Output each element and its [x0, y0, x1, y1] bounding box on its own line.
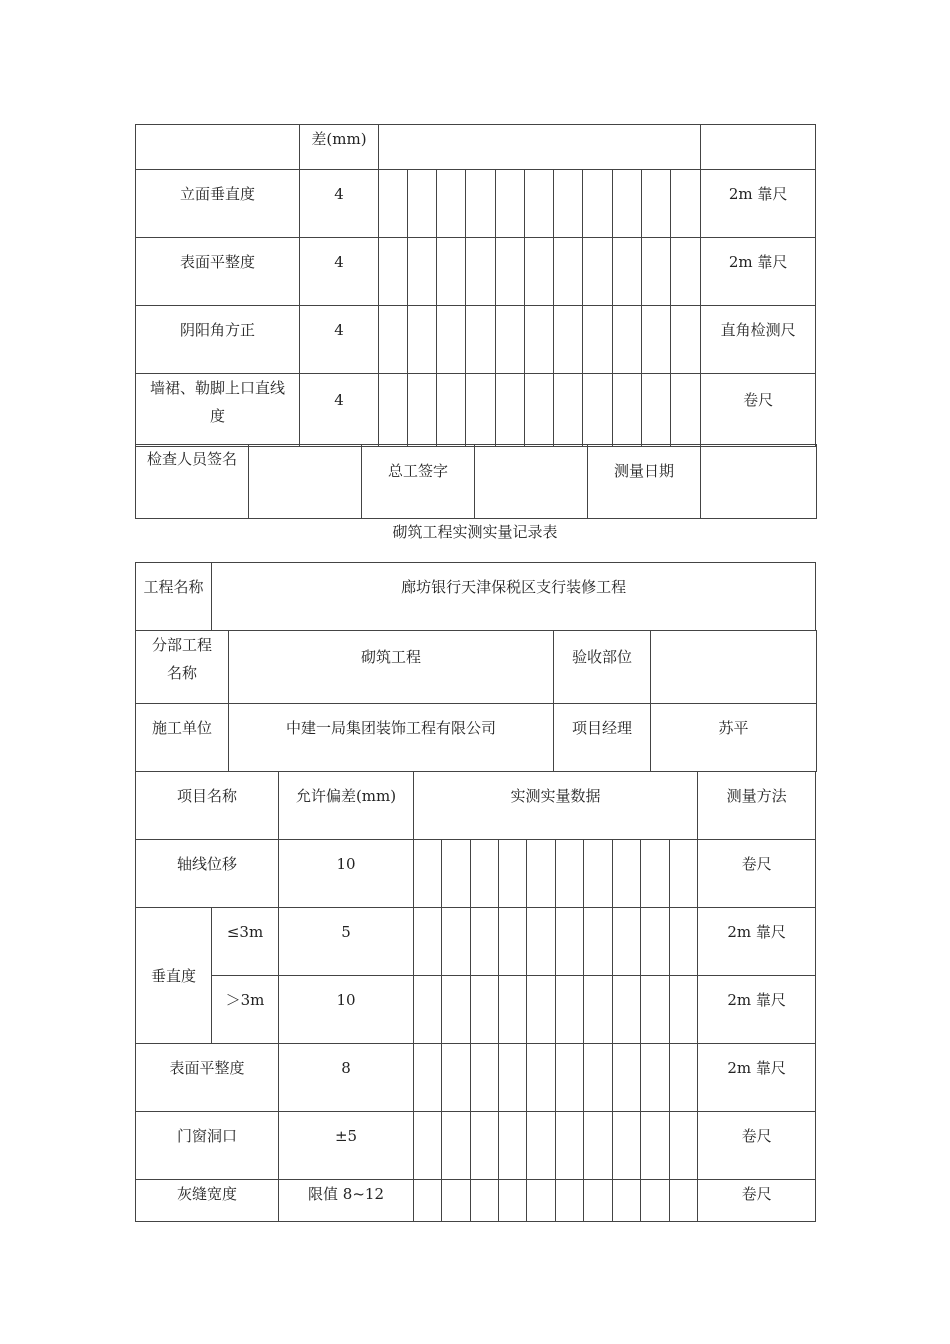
manager-label: 项目经理 [554, 704, 651, 772]
row-method: 2m 靠尺 [701, 238, 816, 306]
row-tolerance: 10 [279, 840, 414, 908]
header-tolerance: 允许偏差(mm) [279, 772, 414, 840]
row-item: 门窗洞口 [136, 1112, 279, 1180]
row-sub-item: ≤3m [212, 908, 279, 976]
header-item-cell [136, 125, 300, 170]
contractor-value: 中建一局集团装饰工程有限公司 [229, 704, 554, 772]
row-method: 2m 靠尺 [698, 976, 816, 1044]
table-row [136, 238, 816, 306]
header-data: 实测实量数据 [414, 772, 698, 840]
chief-signature-field[interactable] [475, 445, 588, 519]
row-tolerance: 4 [300, 170, 379, 238]
row-method: 2m 靠尺 [701, 170, 816, 238]
table-row [136, 908, 816, 976]
measurement-rows-table [135, 771, 816, 1222]
sub-project-value: 砌筑工程 [229, 631, 554, 704]
row-tolerance: ±5 [279, 1112, 414, 1180]
row-tolerance: 4 [300, 306, 379, 374]
table-row [136, 374, 816, 447]
header-method: 测量方法 [698, 772, 816, 840]
row-method: 直角检测尺 [701, 306, 816, 374]
sub-project-label: 分部工程名称 [136, 631, 229, 704]
row-method: 卷尺 [698, 840, 816, 908]
header-data-cell [379, 125, 701, 170]
row-tolerance: 10 [279, 976, 414, 1044]
table-row [136, 1112, 816, 1180]
row-item: 阴阳角方正 [136, 306, 300, 374]
inspector-signature-field[interactable] [249, 445, 362, 519]
contractor-label: 施工单位 [136, 704, 229, 772]
project-name-value: 廊坊银行天津保税区支行装修工程 [212, 563, 816, 631]
row-item: 表面平整度 [136, 1044, 279, 1112]
row-tolerance: 5 [279, 908, 414, 976]
top-measurement-table [135, 124, 816, 447]
row-item: 墙裙、勒脚上口直线度 [136, 374, 300, 447]
row-method: 卷尺 [698, 1112, 816, 1180]
row-item: 立面垂直度 [136, 170, 300, 238]
table-row [136, 840, 816, 908]
project-name-label: 工程名称 [136, 563, 212, 631]
row-tolerance: 限值 8~12 [279, 1180, 414, 1222]
row-item: 表面平整度 [136, 238, 300, 306]
row-method: 2m 靠尺 [698, 1044, 816, 1112]
table-row [136, 170, 816, 238]
table-row [136, 306, 816, 374]
inspector-signature-label: 检查人员签名 [136, 445, 249, 519]
row-tolerance: 8 [279, 1044, 414, 1112]
row-sub-item: ＞3m [212, 976, 279, 1044]
header-method-cell [701, 125, 816, 170]
masonry-measurement-table [135, 562, 816, 631]
row-tolerance: 4 [300, 238, 379, 306]
table-caption: 砌筑工程实测实量记录表 [392, 523, 558, 541]
date-field[interactable] [701, 445, 817, 519]
manager-value: 苏平 [651, 704, 817, 772]
row-item: 轴线位移 [136, 840, 279, 908]
row-method: 2m 靠尺 [698, 908, 816, 976]
acceptance-label: 验收部位 [554, 631, 651, 704]
chief-signature-label: 总工签字 [362, 445, 475, 519]
row-method: 卷尺 [698, 1180, 816, 1222]
header-item: 项目名称 [136, 772, 279, 840]
row-method: 卷尺 [701, 374, 816, 447]
table-row [136, 1180, 816, 1222]
date-label: 测量日期 [588, 445, 701, 519]
acceptance-value[interactable] [651, 631, 817, 704]
row-item: 灰缝宽度 [136, 1180, 279, 1222]
table-row [136, 1044, 816, 1112]
signature-table [135, 444, 817, 519]
table-row [136, 976, 816, 1044]
row-tolerance: 4 [300, 374, 379, 447]
project-info-table [135, 630, 817, 772]
row-item: 垂直度 [136, 908, 212, 1044]
header-tolerance-fragment: 差(mm) [300, 125, 379, 170]
